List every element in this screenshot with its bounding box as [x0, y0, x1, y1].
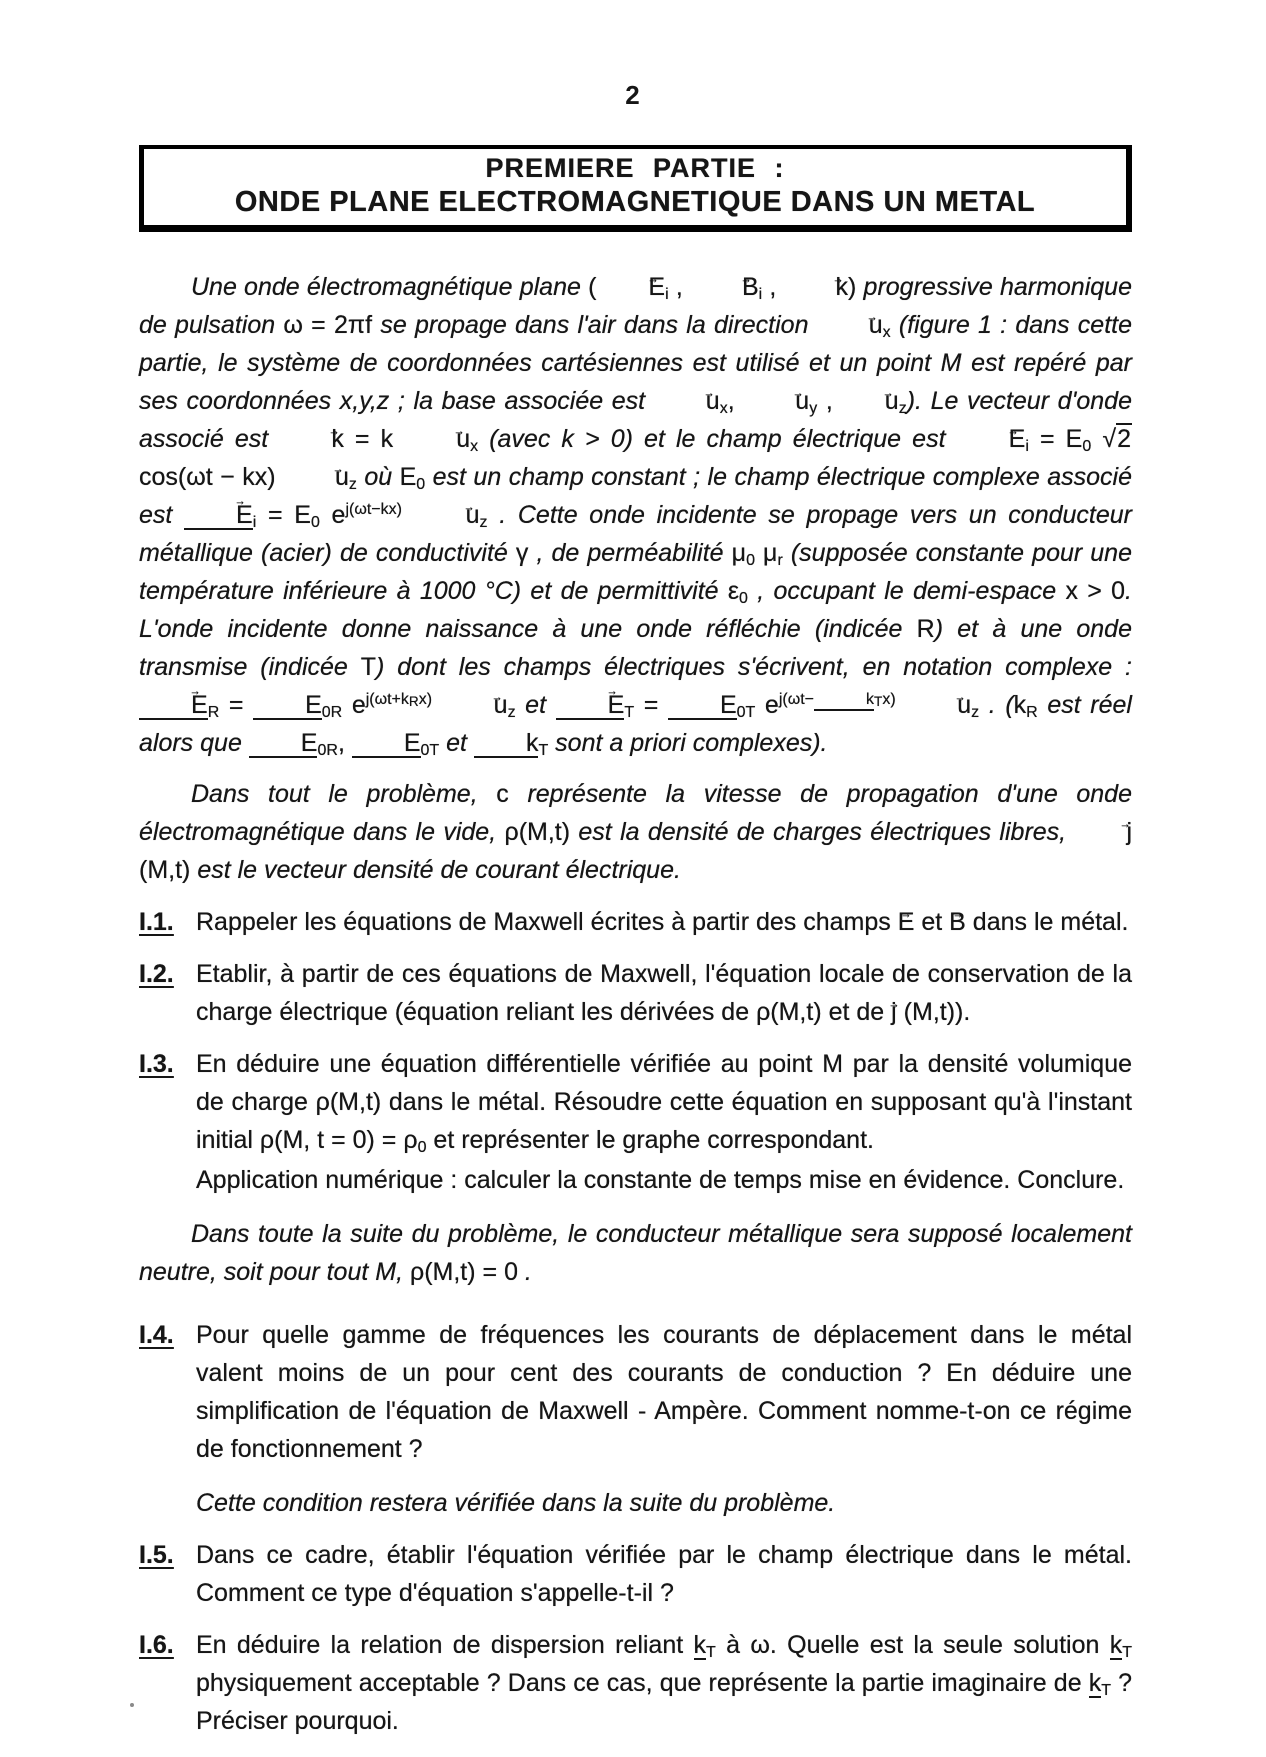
question-text: En déduire la relation de dispersion reliant $k_T$ à ω. Quelle est la seule solution $k_T$ physiquement acceptable ? Dans ce cas, que représente la partie imaginaire de $k_T$ ? Préciser pourquoi. — [196, 1631, 1132, 1735]
question-body — [196, 1316, 1132, 1468]
page-number: 2 — [625, 80, 641, 110]
question-label: I.2. — [139, 960, 174, 988]
intro-paragraph-2: Dans tout le problème, c représente la vitesse de propagation d'une onde électromagnétique dans le vide, ρ(M,t) est la densité de charges électriques libres, → j (M,t) est le vecteur densité de courant électrique. — [139, 775, 1132, 889]
question-i5 — [139, 1536, 1132, 1612]
question-label: I.3. — [139, 1050, 174, 1078]
question-text: En déduire une équation différentielle vérifiée au point M par la densité volumique de charge ρ(M,t) dans le métal. Résoudre cette équation en supposant qu'à l'instant initial ρ(M, $t = 0) = \rho_0$ et représenter le graphe correspondant. — [196, 1050, 1132, 1157]
question-text: Etablir, à partir de ces équations de Maxwell, l'équation locale de conservation de la charge électrique (équation reliant les dérivées de ρ(M,t) et de → j (M,t)). — [196, 955, 1132, 1031]
question-label: I.1. — [139, 908, 174, 936]
question-i2 — [139, 955, 1132, 1031]
question-body — [196, 903, 1132, 941]
note-local-neutrality: Dans toute la suite du problème, le conducteur métallique sera supposé localement neutre, soit pour tout M, ρ(M,t) = 0 . — [139, 1220, 1132, 1286]
question-body — [196, 955, 1132, 1031]
section-title-line-1: PREMIERE PARTIE : — [485, 153, 785, 183]
scan-speck — [130, 1703, 134, 1707]
question-text: Dans ce cadre, établir l'équation vérifiée par le champ électrique dans le métal. Comment ce type d'équation s'appelle-t-il ? — [196, 1541, 1132, 1607]
note-condition: Cette condition restera vérifiée dans la suite du problème. — [196, 1489, 836, 1517]
content — [139, 0, 1132, 1740]
question-i3 — [139, 1045, 1132, 1199]
question-body — [196, 1536, 1132, 1612]
question-text: Pour quelle gamme de fréquences les courants de déplacement dans le métal valent moins de un pour cent des courants de conduction ? En déduire une simplification de l'équation de Maxwell - Ampère. Comment nomme-t-on ce régime de fonctionnement ? — [196, 1321, 1132, 1463]
question-i6 — [139, 1626, 1132, 1740]
question-label: I.4. — [139, 1321, 174, 1349]
question-i1 — [139, 903, 1132, 941]
intro-paragraph-1: Une onde électromagnétique plane ( → $E_i$ , → $B_i$ , → k) progressive harmonique de pulsation ω = 2πf se propage dans l'air dans la direction → $u_x$ (figure 1 : dans cette partie, le système de coordonnées cartésiennes est utilisé et un point M est repéré par ses coordonnées x,y,z ; la base associée est → $u_x$, → $u_y$ , → $u_z$). Le vecteur d'onde associé est → $k = k \to u_x$ (avec k > 0) et le champ électrique est → $E_i = E_0$ √2 $\cos(\omega t - kx) \to u_z$ où $E_0$ est un champ constant ; le champ électrique complexe associé est → $E_i = E_0$ $e^{j(\omega t-kx)} \to u_z$ . Cette onde incidente se propage vers un conducteur métallique (acier) de conductivité γ , de perméabilité $\mu_0$ $\mu_r$ (supposée constante pour une température inférieure à 1000 °C) et de permittivité $\varepsilon_0$ , occupant le demi-espace x > 0. L'onde incidente donne naissance à une onde réfléchie (indicée R) et à une onde transmise (indicée T) dont les champs électriques s'écrivent, en notation complexe : → $E_R = E_{0R}$ $e^{j(\omega t+k_Rx)} \to u_z$ et → $E_T = E_{0T}$ $e^{j(\omega t- k_Tx)} \to u_z$ . ($k_R$ est réel alors que $E_{0R}$, $E_{0T}$ et $k_T$ sont a priori complexes). — [139, 268, 1132, 762]
question-label: I.5. — [139, 1541, 174, 1569]
question-application-note: Application numérique : calculer la constante de temps mise en évidence. Conclure. — [196, 1166, 1125, 1194]
question-label: I.6. — [139, 1631, 174, 1659]
question-body — [196, 1045, 1132, 1199]
section-title-line-2: ONDE PLANE ELECTROMAGNETIQUE DANS UN METAL — [234, 186, 1036, 218]
question-body — [196, 1626, 1132, 1740]
question-text: Rappeler les équations de Maxwell écrites à partir des champs → E et → B dans le métal. — [196, 903, 1132, 941]
section-title-box — [139, 145, 1132, 232]
question-i4 — [139, 1316, 1132, 1468]
